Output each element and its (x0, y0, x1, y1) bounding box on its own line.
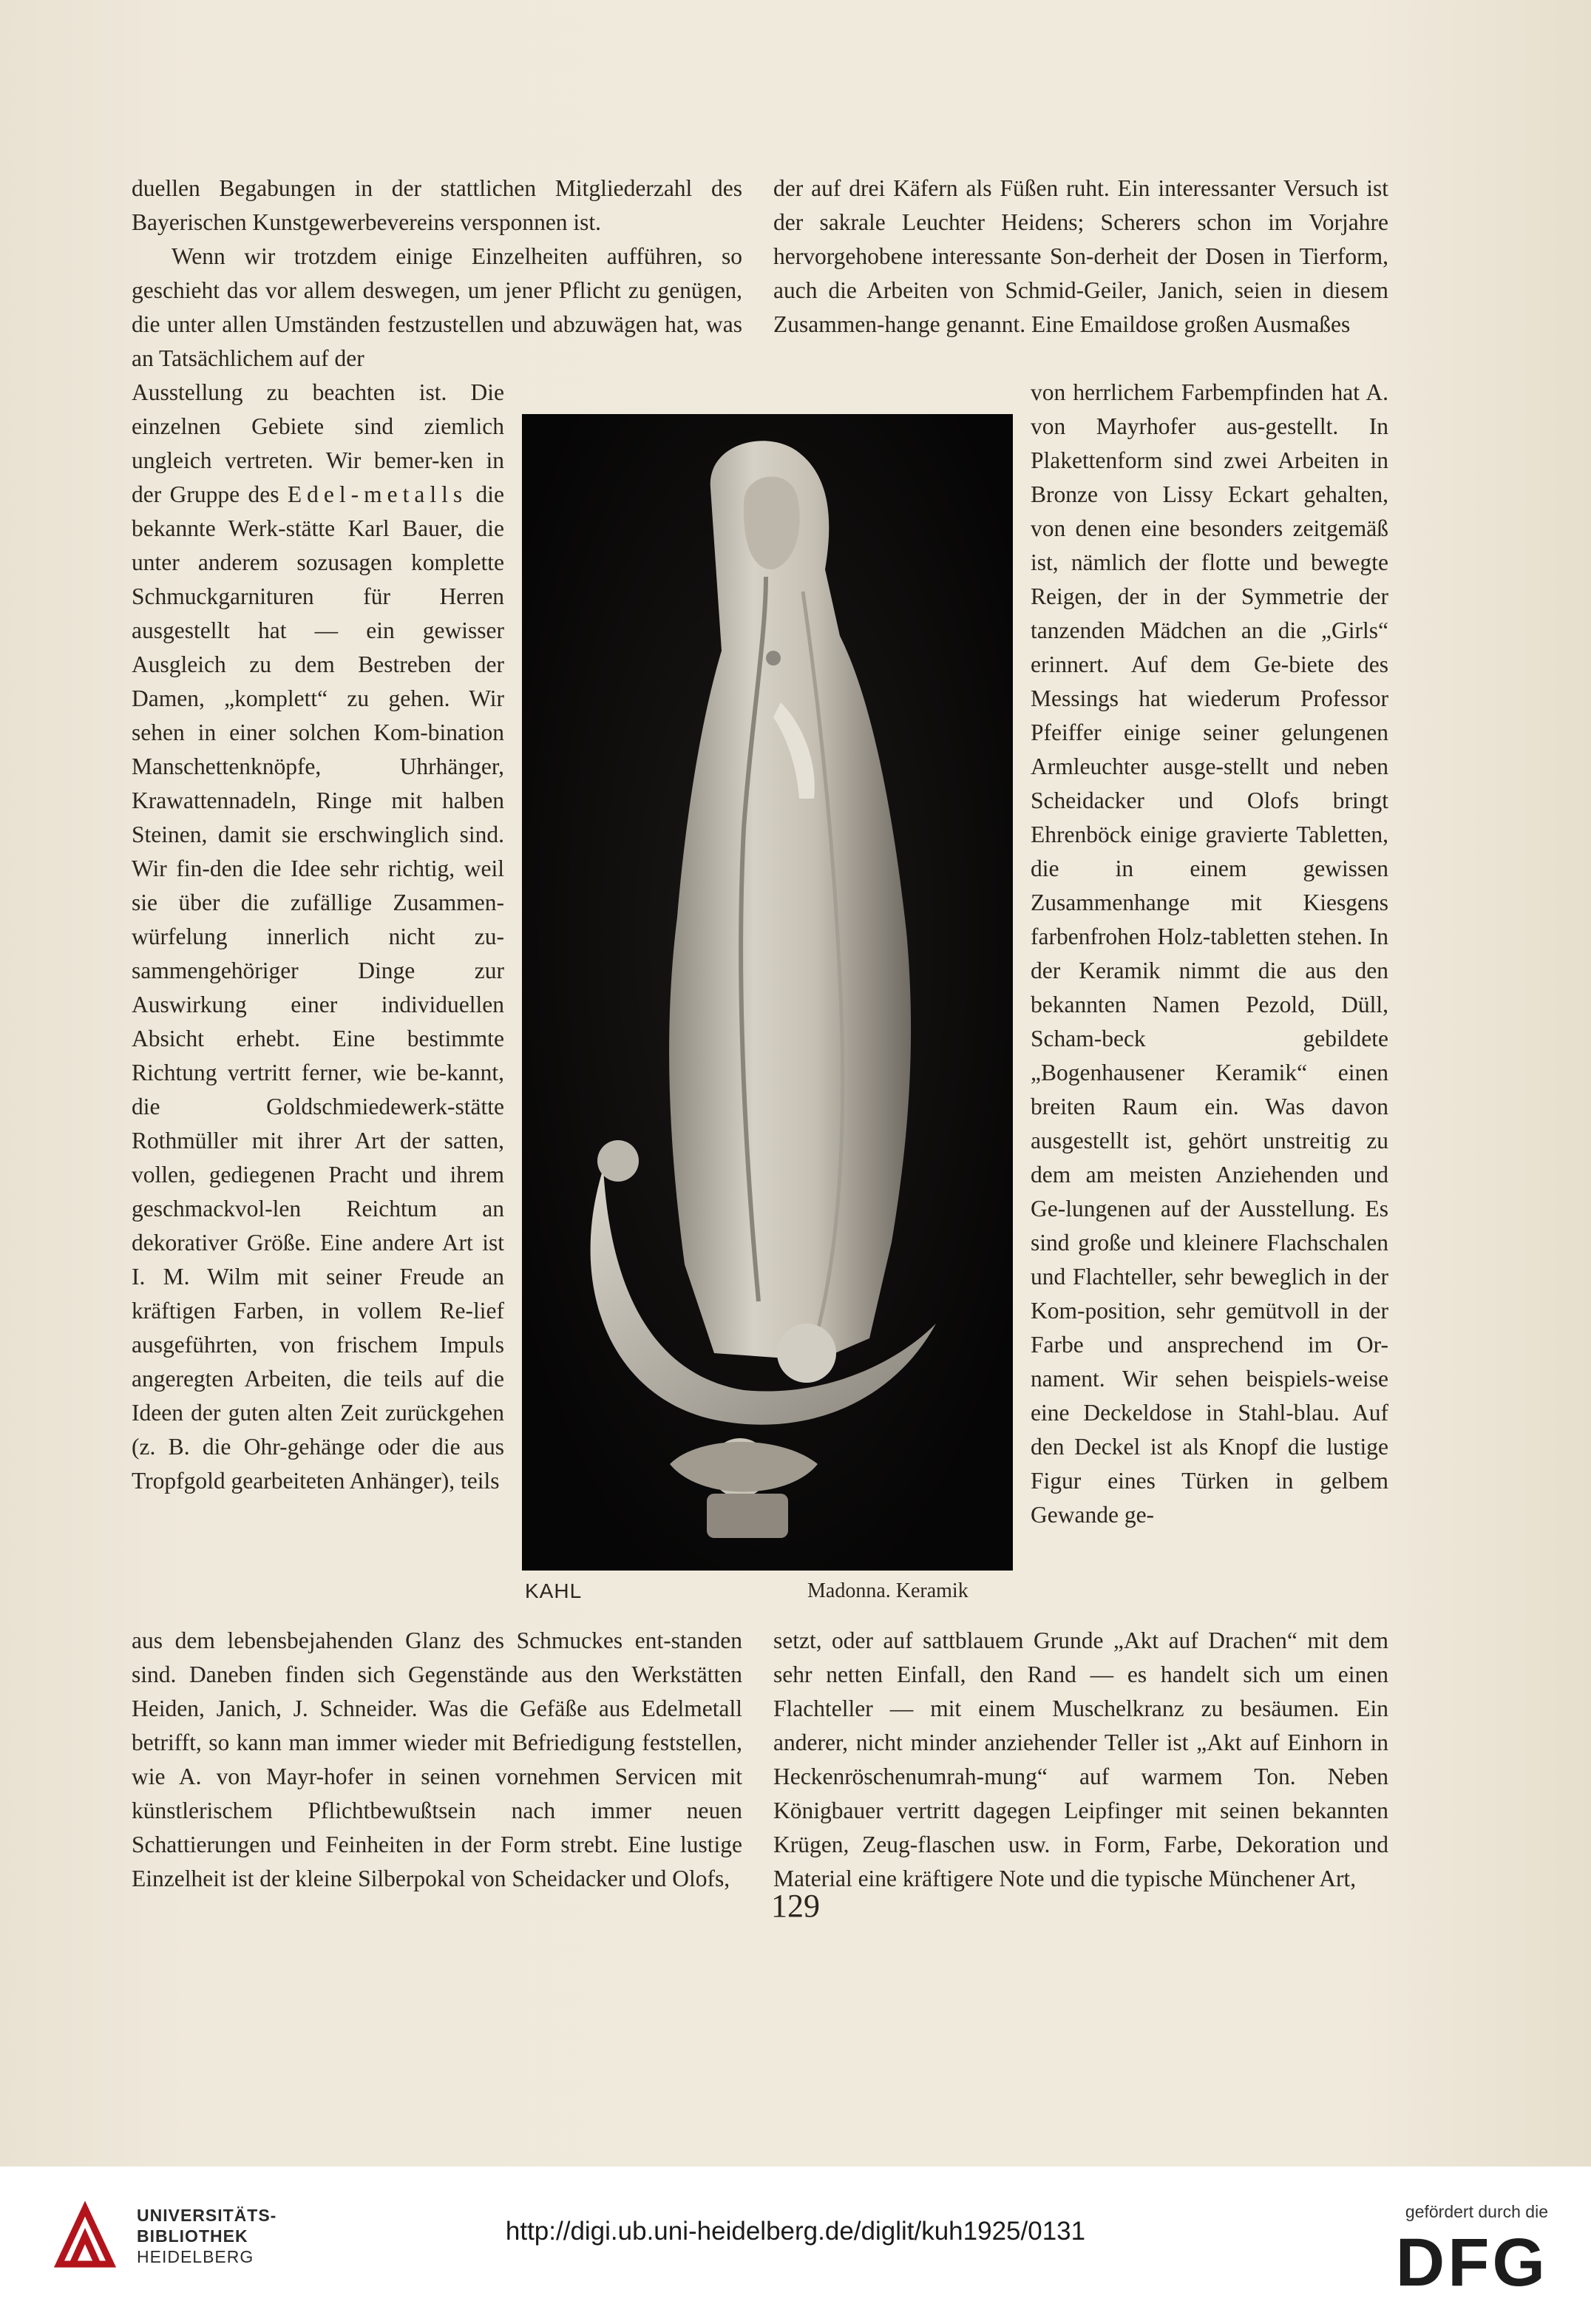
paragraph: setzt, oder auf sattblauem Grunde „Akt auf Drachen“ mit dem sehr netten Einfall, den Rand — es handelt sich um einen Flachteller — mit einem Muschelkranz zu besäumen. Ein anderer, nicht minder anziehender Teller ist „Akt auf Einhorn in Heckenröschenumrah-mung“ auf warmem Ton. Neben Königbauer vertritt dagegen Leipfinger mit seinen bekannten Krügen, Zeug-flaschen usw. in Form, Farbe, Dekoration und Material eine kräftigere Note und die typische Münchener Art, (773, 1627, 1388, 1891)
paragraph: der auf drei Käfern als Füßen ruht. Ein interessanter Versuch ist der sakrale Leuchter Heidens; Scherers schon im Vorjahre hervorgehobene interessante Son-derheit der Dosen in Tierform, auch die Arbeiten von Schmid-Geiler, Janich, seien in diesem Zusammen-hange genannt. Eine Emaildose großen Ausmaßes (773, 175, 1388, 337)
left-column-bottom (132, 1624, 742, 1896)
paragraph (132, 376, 504, 1498)
paragraph: aus dem lebensbejahenden Glanz des Schmuckes ent-standen sind. Daneben finden sich Gegenstände aus den Werkstätten Heiden, Janich, J. Schneider. Was die Gefäße aus Edelmetall betrifft, so kann man immer wieder mit Befriedigung feststellen, wie A. von Mayr-hofer in seinen vornehmen Servicen mit künstlerischem Pflichtbewußtsein nach immer neuen Schattierungen und Feinheiten in der Form strebt. Eine lustige Einzelheit ist der kleine Silberpokal von Scheidacker und Olofs, (132, 1627, 742, 1891)
paragraph: Wenn wir trotzdem einige Einzelheiten aufführen, so geschieht das vor allem deswegen, um jener Pflicht zu genügen, die unter allen Umständen festzustellen und abzuwägen hat, was an Tatsächlichem auf der (132, 243, 742, 371)
caption-title: Madonna. Keramik (807, 1579, 968, 1602)
funded-by-label: gefördert durch die (1405, 2202, 1548, 2221)
caption-artist: KAHL (525, 1579, 583, 1602)
library-name-line: UNIVERSITÄTS- (137, 2206, 277, 2225)
library-name-line: HEIDELBERG (137, 2247, 254, 2266)
right-column-top (773, 172, 1388, 342)
left-column-top (132, 172, 742, 376)
madonna-photograph (522, 414, 1013, 1571)
right-column-bottom (773, 1624, 1388, 1896)
text-run: die bekannte Werk-stätte Karl Bauer, die unter anderem sozusagen komplette Schmuckgarnituren für Herren ausgestellt hat — ein gewisser Ausgleich zu dem Bestreben der Damen, „komplett“ zu gehen. Wir sehen in einer solchen Kom-bination Manschettenknöpfe, Uhrhänger, Krawattennadeln, Ringe mit halben Steinen, damit sie erschwinglich sind. Wir fin-den die Idee sehr richtig, weil sie über die zufällige Zusammen-würfelung innerlich nicht zu-sammengehöriger Dinge zur Auswirkung einer individuellen Absicht erhebt. Eine bestimmte Richtung vertritt ferner, wie be-kannt, die Goldschmiedewerk-stätte Rothmüller mit ihrer Art der satten, vollen, gediegenen Pracht und ihrem geschmackvol-len Reichtum an dekorativer Größe. Eine andere Art ist I. M. Wilm mit seiner Freude an kräftigen Farben, in vollem Re-lief ausgeführten, von frischem Impuls angeregten Arbeiten, die teils auf die Ideen der guten alten Zeit zurückgehen (z. B. die Ohr-gehänge oder die aus Tropfgold gearbeiteten Anhänger), teils (132, 481, 504, 1494)
spaced-term: Edel-metalls (287, 481, 468, 507)
left-column-wrap (132, 376, 504, 1498)
source-url-link[interactable]: http://digi.ub.uni-heidelberg.de/diglit/kuh1925/0131 (505, 2217, 1086, 2246)
page-number: 129 (771, 1888, 820, 1924)
text-run: Ausstellung zu beachten ist. Die einzelnen Gebiete sind ziemlich ungleich vertreten. Wir bemer-ken in der Gruppe des (132, 379, 504, 507)
footer-bar (0, 2167, 1591, 2324)
madonna-figure-illustration (522, 414, 1013, 1571)
paragraph: von herrlichem Farbempfinden hat A. von Mayrhofer aus-gestellt. In Plakettenform sind zwei Arbeiten in Bronze von Lissy Eckart gehalten, von denen eine besonders zeitgemäß ist, nämlich der flotte und bewegte Reigen, der in der Symmetrie der tanzenden Mädchen an die „Girls“ erinnert. Auf dem Ge-biete des Messings hat wiederum Professor Pfeiffer einige seiner gelungenen Armleuchter ausge-stellt und neben Scheidacker und Olofs bringt Ehrenböck einige gravierte Tabletten, die in einem gewissen Zusammenhange mit Kiesgens farbenfrohen Holz-tabletten stehen. In der Keramik nimmt die aus den bekannten Namen Pezold, Düll, Scham-beck gebildete „Bogenhausener Keramik“ einen breiten Raum ein. Was davon ausgestellt ist, gehört unstreitig zu dem am meisten Anziehenden und Ge-lungenen auf der Ausstellung. Es sind große und kleinere Flachschalen und Flachteller, sehr beweglich in der Kom-position, sehr gemütvoll in der Farbe und ansprechend im Or-nament. Wir sehen beispiels-weise eine Deckeldose in Stahl-blau. Auf den Deckel ist als Knopf die lustige Figur eines Türken in gelbem Gewande ge- (1031, 379, 1388, 1528)
library-name-line: BIBLIOTHEK (137, 2226, 248, 2246)
right-column-wrap (1031, 376, 1388, 1532)
paragraph: duellen Begabungen in der stattlichen Mitgliederzahl des Bayerischen Kunstgewerbevereins versponnen ist. (132, 175, 742, 235)
dfg-logo: DFG (1395, 2225, 1548, 2300)
